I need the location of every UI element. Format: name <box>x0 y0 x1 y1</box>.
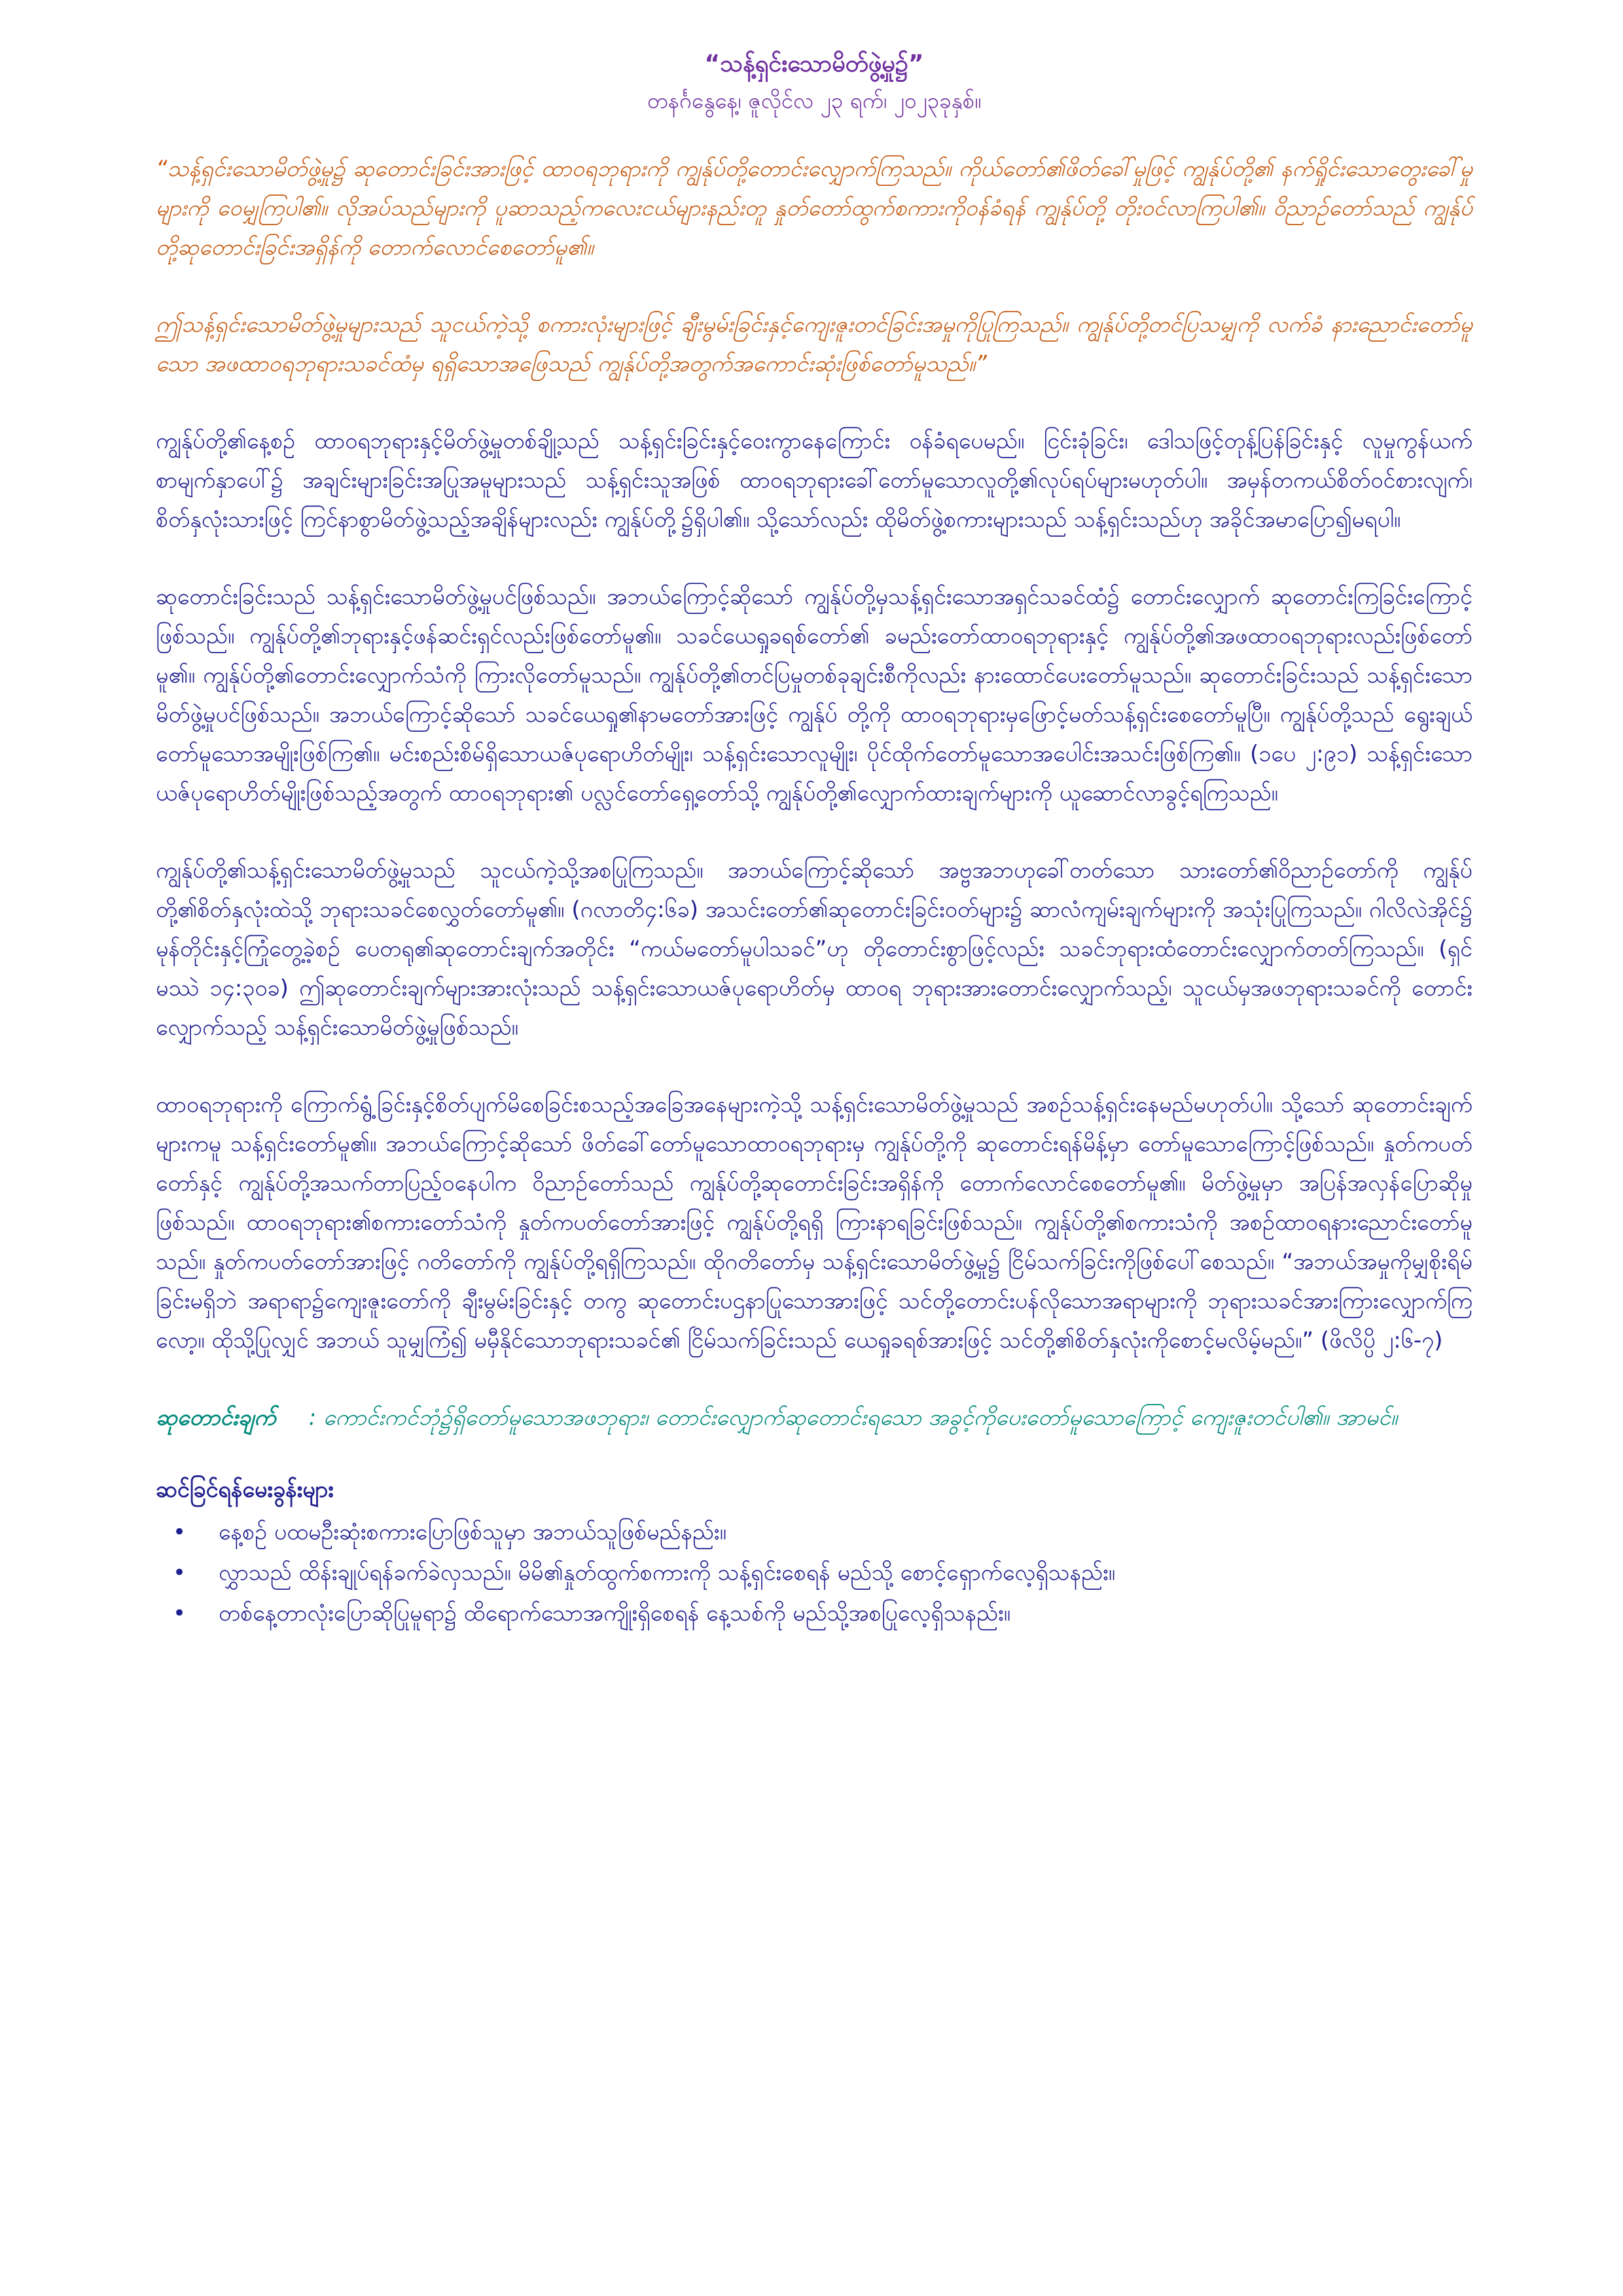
body-paragraph: ထာဝရဘုရားကို ကြောက်ရွံ့ခြင်းနှင့်စိတ်ပျက်မိစေခြင်းစသည့်အခြေအနေများကဲ့သို့ သန့်ရှင်းသောမိတ်ဖွဲ့မှုသည် အစဉ်သန့်ရှင်းနေမည်မဟုတ်ပါ။ သို့သော် ဆုတောင်းချက်များကမူ သန့်ရှင်းတော်မူ၏။ အဘယ်ကြောင့်ဆိုသော် ဖိတ်ခေါ်တော်မူသောထာဝရဘုရားမှ ကျွန်ုပ်တို့ကို ဆုတောင်းရန်မိန့်မှာ တော်မူသောကြောင့်ဖြစ်သည်။ နှုတ်ကပတ်တော်နှင့် ကျွန်ုပ်တို့အသက်တာပြည့်ဝနေပါက ဝိညာဉ်တော်သည် ကျွန်ုပ်တို့ဆုတောင်းခြင်းအရှိန်ကို တောက်လောင်စေတော်မူ၏။ မိတ်ဖွဲ့မှုမှာ အပြန်အလှန်ပြောဆိုမှုဖြစ်သည်။ ထာဝရဘုရား၏စကားတော်သံကို နှုတ်ကပတ်တော်အားဖြင့် ကျွန်ုပ်တို့ရရှိ ကြားနာရခြင်းဖြစ်သည်။ ကျွန်ုပ်တို့၏စကားသံကို အစဉ်ထာဝရနားညောင်းတော်မူသည်။ နှုတ်ကပတ်တော်အားဖြင့် ဂတိတော်ကို ကျွန်ုပ်တို့ရရှိကြသည်။ ထိုဂတိတော်မှ သန့်ရှင်းသောမိတ်ဖွဲ့မှု၌ ငြိမ်သက်ခြင်းကိုဖြစ်ပေါ်စေသည်။ “အဘယ်အမှုကိုမျှစိုးရိမ်ခြင်းမရှိဘဲ အရာရာ၌ကျေးဇူးတော်ကို ချီးမွမ်းခြင်းနှင့် တကွ ဆုတောင်းပဌနာပြုသောအားဖြင့် သင်တို့တောင်းပန်လိုသောအရာများကို ဘုရားသခင်အားကြားလျှောက်ကြလော့။ ထိုသို့ပြုလျှင် အဘယ် သူမျှကြံ၍ မမှီနိုင်သောဘုရားသခင်၏ ငြိမ်သက်ခြင်းသည် ယေရှုခရစ်အားဖြင့် သင်တို့၏စိတ်နှလုံးကိုစောင့်မလိမ့်မည်။” (ဖိလိပ္ပိ ၂:၆-၇) <box>156 1092 1472 1354</box>
reflection-questions <box>156 1470 1472 1634</box>
list-item <box>156 1512 1472 1552</box>
body-text <box>156 422 1472 1360</box>
devotional-date: တနင်္ဂနွေနေ့၊ ဇူလိုင်လ ၂၃ ရက်၊ ၂၀၂၃ခုနှစ်။ <box>647 88 982 113</box>
question-text: လွှာသည် ထိန်းချုပ်ရန်ခက်ခဲလှသည်။ မိမိ၏နှုတ်ထွက်စကားကို သန့်ရှင်းစေရန် မည်သို့ စောင့်ရှောက်လေ့ရှိသနည်း။ <box>219 1560 1116 1586</box>
prayer-label: ဆုတောင်းချက် <box>156 1405 276 1431</box>
question-text: နေ့စဉ် ပထမဦးဆုံးစကားပြောဖြစ်သူမှာ အဘယ်သူဖြစ်မည်နည်း။ <box>219 1519 726 1545</box>
bullet-icon: • <box>172 1519 187 1545</box>
devotional-title: “သန့်ရှင်းသောမိတ်ဖွဲ့မှု၌” <box>704 50 924 77</box>
document-header <box>156 46 1472 119</box>
prayer-separator: : <box>308 1405 317 1431</box>
bullet-icon: • <box>172 1560 187 1586</box>
quote-paragraph: ဤသန့်ရှင်းသောမိတ်ဖွဲ့မှုများသည် သူငယ်ကဲ့သို့ စကားလုံးများဖြင့် ချီးမွမ်းခြင်းနှင့်ကျေးဇူးတင်ခြင်းအမှုကိုပြုကြသည်။ ကျွန်ုပ်တို့တင်ပြသမျှကို လက်ခံ နားညောင်းတော်မူသော အဖထာဝရဘုရားသခင်ထံမှ ရရှိသောအဖြေသည် ကျွန်ုပ်တို့အတွက်အကောင်းဆုံးဖြစ်တော်မူသည်။” <box>156 312 1472 377</box>
opening-quote <box>156 149 1472 384</box>
bullet-icon: • <box>172 1600 187 1626</box>
questions-heading: ဆင်ခြင်ရန်မေးခွန်းများ <box>156 1477 334 1503</box>
list-item <box>156 1552 1472 1593</box>
body-paragraph: ဆုတောင်းခြင်းသည် သန့်ရှင်းသောမိတ်ဖွဲ့မှုပင်ဖြစ်သည်။ အဘယ်ကြောင့်ဆိုသော် ကျွန်ုပ်တို့မှသန့်ရှင်းသောအရှင်သခင်ထံ၌ တောင်းလျှောက် ဆုတောင်းကြခြင်းကြောင့်ဖြစ်သည်။ ကျွန်ုပ်တို့၏ဘုရားနှင့်ဖန်ဆင်းရှင်လည်းဖြစ်တော်မူ၏။ သခင်ယေရှုခရစ်တော်၏ ခမည်းတော်ထာဝရဘုရားနှင့် ကျွန်ုပ်တို့၏အဖထာဝရဘုရားလည်းဖြစ်တော်မူ၏။ ကျွန်ုပ်တို့၏တောင်းလျှောက်သံကို ကြားလိုတော်မူသည်။ ကျွန်ုပ်တို့၏တင်ပြမှုတစ်ခုချင်းစီကိုလည်း နားထောင်ပေးတော်မူသည်။ ဆုတောင်းခြင်းသည် သန့်ရှင်းသောမိတ်ဖွဲ့မှုပင်ဖြစ်သည်။ အဘယ်ကြောင့်ဆိုသော် သခင်ယေရှု၏နာမတော်အားဖြင့် ကျွန်ုပ် တို့ကို ထာဝရဘုရားမှဖြောင့်မတ်သန့်ရှင်းစေတော်မူပြီ။ ကျွန်ုပ်တို့သည် ရွေးချယ်တော်မူသောအမျိုးဖြစ်ကြ၏။ မင်းစည်းစိမ်ရှိသောယဇ်ပုရောဟိတ်မျိုး၊ သန့်ရှင်းသောလူမျိုး၊ ပိုင်ထိုက်တော်မူသောအပေါင်းအသင်းဖြစ်ကြ၏။ (၁ပေ ၂:၉၁) သန့်ရှင်းသောယဇ်ပုရောဟိတ်မျိုးဖြစ်သည့်အတွက် ထာဝရဘုရား၏ ပလ္လင်တော်ရှေ့တော်သို့ ကျွန်ုပ်တို့၏လျှောက်ထားချက်များကို ယူဆောင်လာခွင့်ရကြသည်။ <box>156 584 1472 806</box>
prayer-text: ကောင်းကင်ဘုံ၌ရှိတော်မူသောအဖဘုရား၊ တောင်းလျှောက်ဆုတောင်းရသော အခွင့်ကိုပေးတော်မူသောကြောင့် ကျေးဇူးတင်ပါ၏။ အာမင်။ <box>323 1405 1398 1431</box>
questions-list <box>156 1512 1472 1634</box>
closing-prayer <box>156 1398 1472 1437</box>
body-paragraph: ကျွန်ုပ်တို့၏နေ့စဉ် ထာဝရဘုရားနှင့်မိတ်ဖွဲ့မှုတစ်ချို့သည် သန့်ရှင်းခြင်းနှင့်ဝေးကွာနေကြောင်း ဝန်ခံရပေမည်။ ငြင်းခုံခြင်း၊ ဒေါသဖြင့်တုန့်ပြန်ခြင်းနှင့် လူမှုကွန်ယက်စာမျက်နှာပေါ်၌ အချင်းများခြင်းအပြုအမူများသည် သန့်ရှင်းသူအဖြစ် ထာဝရဘုရားခေါ်တော်မူသောလူတို့၏လုပ်ရပ်များမဟုတ်ပါ။ အမှန်တကယ်စိတ်ဝင်စားလျက်၊ စိတ်နှလုံးသားဖြင့် ကြင်နာစွာမိတ်ဖွဲ့သည့်အချိန်များလည်း ကျွန်ုပ်တို့၌ရှိပါ၏။ သို့သော်လည်း ထိုမိတ်ဖွဲ့စကားများသည် သန့်ရှင်းသည်ဟု အခိုင်အမာပြော၍မရပါ။ <box>156 428 1472 533</box>
quote-paragraph: “သန့်ရှင်းသောမိတ်ဖွဲ့မှု၌ ဆုတောင်းခြင်းအားဖြင့် ထာဝရဘုရားကို ကျွန်ုပ်တို့တောင်းလျှောက်ကြသည်။ ကိုယ်တော်၏ဖိတ်ခေါ်မှုဖြင့် ကျွန်ုပ်တို့၏ နက်ရှိုင်းသောတွေးခေါ်မှုများကို ဝေမျှကြပါ၏။ လိုအပ်သည်များကို ပူဆာသည့်ကလေးငယ်များနည်းတူ နှုတ်တော်ထွက်စကားကိုဝန်ခံရန် ကျွန်ုပ်တို့ တိုးဝင်လာကြပါ၏။ ဝိညာဉ်တော်သည် ကျွန်ုပ်တို့ဆုတောင်းခြင်းအရှိန်ကို တောက်လောင်စေတော်မူ၏။ <box>156 156 1472 260</box>
body-paragraph: ကျွန်ုပ်တို့၏သန့်ရှင်းသောမိတ်ဖွဲ့မှုသည် သူငယ်ကဲ့သို့အစပြုကြသည်။ အဘယ်ကြောင့်ဆိုသော် အဗ္ဗအဘဟုခေါ်တတ်သော သားတော်၏ဝိညာဉ်တော်ကို ကျွန်ုပ်တို့၏စိတ်နှလုံးထဲသို့ ဘုရားသခင်စေလွှတ်တော်မူ၏။ (ဂလာတိ၄:၆ခ) အသင်းတော်၏ဆုတောင်းခြင်းဝတ်များ၌ ဆာလံကျမ်းချက်များကို အသုံးပြုကြသည်။ ဂါလိလဲအိုင်၌ မုန်တိုင်းနှင့်ကြုံတွေ့ခဲ့စဉ် ပေတရု၏ဆုတောင်းချက်အတိုင်း “ကယ်မတော်မူပါသခင်”ဟု တိုတောင်းစွာဖြင့်လည်း သခင်ဘုရားထံတောင်းလျှောက်တတ်ကြသည်။ (ရှင်မဿဲ ၁၄:၃၀ခ) ဤဆုတောင်းချက်များအားလုံးသည် သန့်ရှင်းသောယဇ်ပုရောဟိတ်မှ ထာဝရ ဘုရားအားတောင်းလျှောက်သည့်၊ သူငယ်မှအဖဘုရားသခင်ကို တောင်းလျှောက်သည့် သန့်ရှင်းသောမိတ်ဖွဲ့မှုဖြစ်သည်။ <box>156 857 1472 1041</box>
list-item <box>156 1593 1472 1634</box>
question-text: တစ်နေ့တာလုံးပြောဆိုပြုမူရာ၌ ထိရောက်သောအကျိုးရှိစေရန် နေ့သစ်ကို မည်သို့အစပြုလေ့ရှိသနည်း။ <box>219 1600 1011 1626</box>
